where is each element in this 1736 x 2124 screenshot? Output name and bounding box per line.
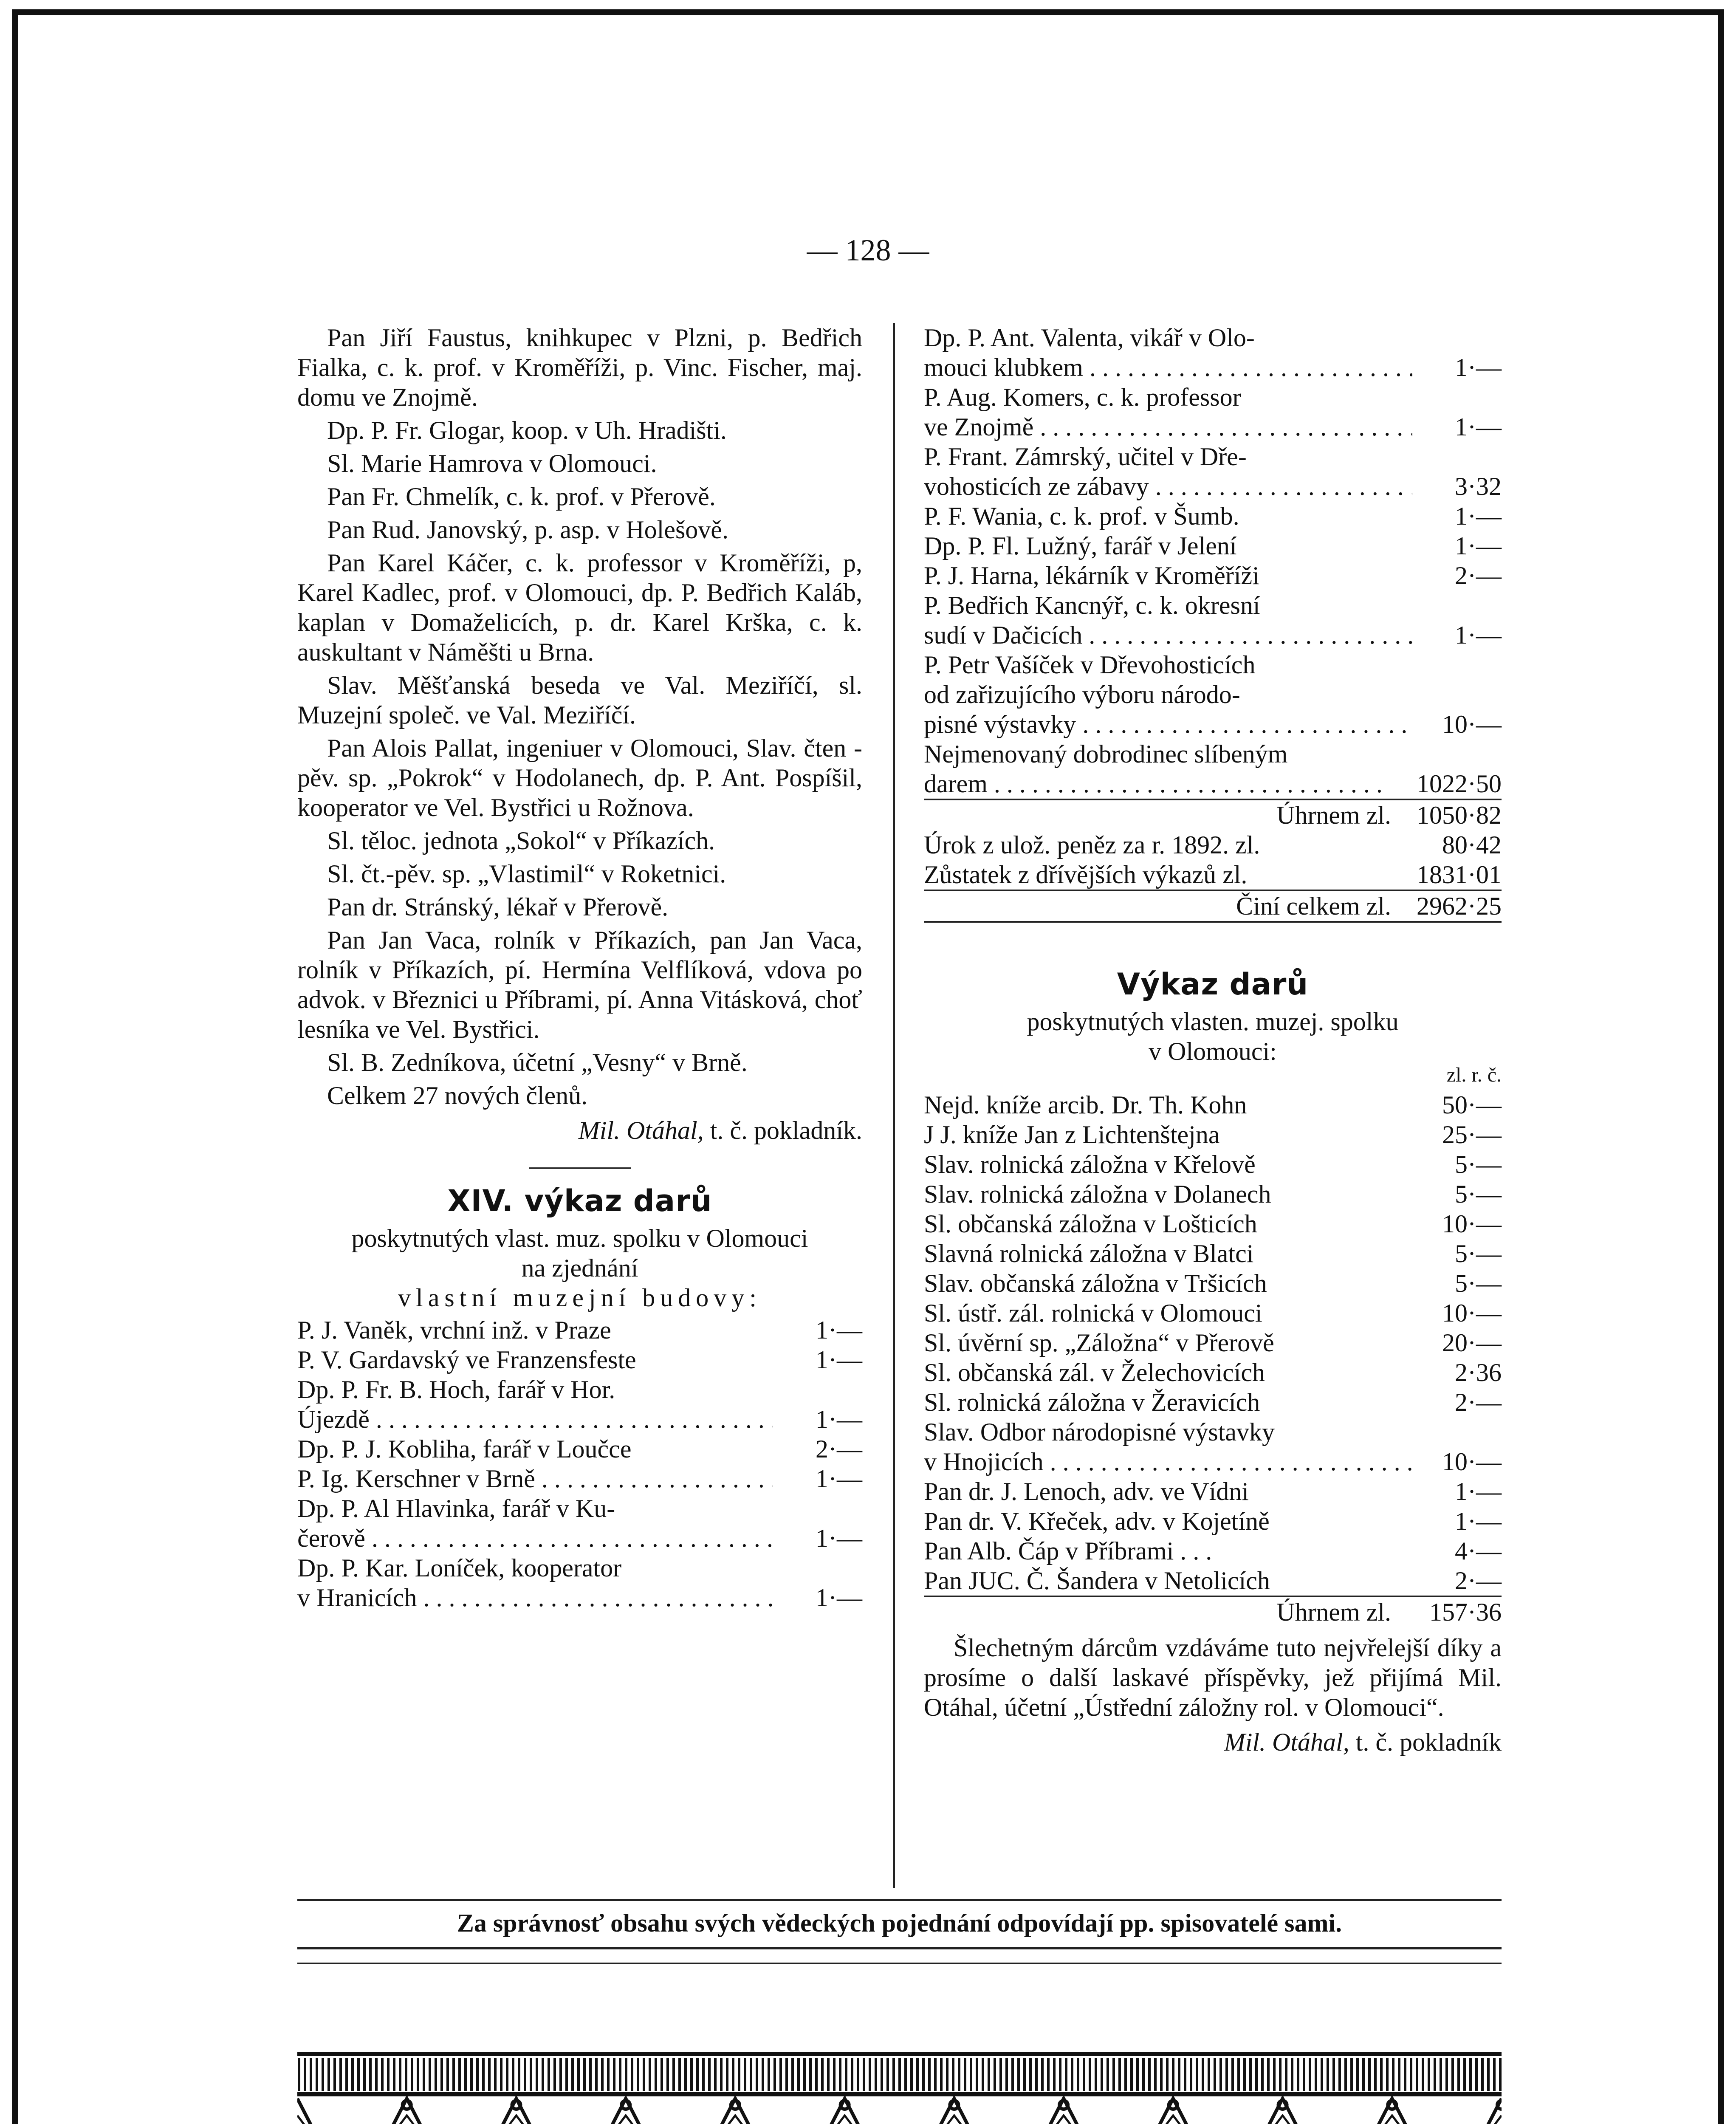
ornament-dot bbox=[1388, 2101, 1396, 2109]
donation-amount: 2·— bbox=[1455, 1567, 1502, 1595]
ornament-dot bbox=[950, 2101, 958, 2109]
donation-amount: 1·— bbox=[816, 1465, 862, 1493]
donor-name-cont: sudí v Dačicích . . . bbox=[924, 620, 1412, 650]
signature-role: t. č. pokladník. bbox=[710, 1116, 862, 1144]
donor-name: Pan dr. V. Křeček, adv. v Kojetíně bbox=[924, 1507, 1270, 1535]
signature-name: Mil. Otáhal, bbox=[578, 1116, 704, 1144]
section-subtitle: vlastní muzejní budovy: bbox=[398, 1284, 762, 1312]
donation-amount: 1·— bbox=[816, 1346, 862, 1374]
donor-name: P. Frant. Zámrský, učitel v Dře- bbox=[924, 443, 1247, 471]
donation-amount: 10·— bbox=[1442, 1299, 1502, 1327]
ornament-dot bbox=[512, 2101, 520, 2109]
member-entry: Pan Jiří Faustus, knihkupec v Plzni, p. Bedřich Fialka, c. k. prof. v Kroměříži, p. Vinc. Fischer, maj. domu ve Znojmě. bbox=[297, 324, 862, 411]
list-item bbox=[297, 1494, 862, 1553]
list-item bbox=[924, 1387, 1502, 1417]
member-entry: Pan Alois Pallat, ingeniuer v Olomouci, Slav. čten -pěv. sp. „Pokrok“ v Hodolanech, dp. P. Ant. Pospíšil, kooperator ve Vel. Bystřici u Rožnova. bbox=[297, 734, 862, 822]
donor-name-cont: čerově . . . bbox=[297, 1523, 773, 1553]
thanks-paragraph: Šlechetným dárcům vzdáváme tuto nejvřelejší díky a prosíme o další laskavé příspěvky, jež přijímá Mil. Otáhal, účetní „Ústřední záložny rol. v Olomouci“. bbox=[924, 1634, 1502, 1721]
gifts-total-label: Úhrnem zl. bbox=[1276, 1598, 1391, 1626]
list-item bbox=[924, 501, 1502, 531]
list-item bbox=[924, 1179, 1502, 1209]
donor-name-cont: darem . . . bbox=[924, 769, 1383, 799]
donor-name: P. Petr Vašíček v Dřevohosticích bbox=[924, 651, 1256, 679]
column-divider bbox=[893, 323, 895, 1888]
donation-amount: 20·— bbox=[1442, 1329, 1502, 1357]
donation-amount: 1·— bbox=[816, 1524, 862, 1552]
member-entry: Sl. čt.-pěv. sp. „Vlastimil“ v Roketnici. bbox=[327, 860, 726, 888]
member-entry: Sl. Marie Hamrova v Olomouci. bbox=[327, 449, 657, 477]
list-item bbox=[924, 442, 1502, 501]
donor-name: Sl. ústř. zál. rolnická v Olomouci bbox=[924, 1299, 1262, 1327]
list-item bbox=[297, 1375, 862, 1434]
donor-name: Dp. P. Fl. Lužný, farář v Jelení bbox=[924, 532, 1237, 560]
donor-name: Sl. úvěrní sp. „Záložna“ v Přerově bbox=[924, 1329, 1274, 1357]
donation-amount: 50·— bbox=[1442, 1091, 1502, 1119]
donation-amount: 3·32 bbox=[1455, 472, 1502, 500]
donation-amount: 1·— bbox=[1455, 532, 1502, 560]
donation-amount: 1·— bbox=[1455, 1477, 1502, 1505]
donation-list bbox=[297, 1315, 862, 1613]
donation-amount: 1·— bbox=[1455, 502, 1502, 530]
donor-name: Slav. rolnická záložna v Křelově bbox=[924, 1150, 1256, 1178]
divider bbox=[297, 1963, 1502, 1964]
signature bbox=[297, 1116, 862, 1145]
donor-name: Nejd. kníže arcib. Dr. Th. Kohn bbox=[924, 1091, 1247, 1119]
member-entry: Slav. Měšťanská beseda ve Val. Meziříčí, sl. Muzejní společ. ve Val. Meziříčí. bbox=[297, 671, 862, 729]
donor-name: Dp. P. J. Kobliha, farář v Loučce bbox=[297, 1435, 632, 1463]
interest-row bbox=[924, 830, 1502, 860]
list-item bbox=[924, 1239, 1502, 1268]
donation-amount: 10·— bbox=[1442, 1210, 1502, 1238]
list-item bbox=[924, 561, 1502, 590]
gift-list bbox=[924, 1090, 1502, 1596]
donor-name: Slavná rolnická záložna v Blatci bbox=[924, 1240, 1254, 1268]
ornament-zigzag bbox=[297, 2099, 1502, 2124]
donation-amount: 1022·50 bbox=[1417, 770, 1502, 798]
donor-name: P. J. Vaněk, vrchní inž. v Praze bbox=[297, 1316, 611, 1344]
list-item bbox=[924, 1417, 1502, 1477]
donation-amount: 1·— bbox=[1455, 353, 1502, 381]
donor-name: Slav. rolnická záložna v Dolanech bbox=[924, 1180, 1271, 1208]
ornament-dot bbox=[1279, 2101, 1287, 2109]
interest-label: Úrok z ulož. peněz za r. 1892. zl. bbox=[924, 831, 1260, 859]
donor-name-cont: mouci klubkem . . . bbox=[924, 353, 1412, 382]
list-item bbox=[924, 1536, 1502, 1566]
list-item bbox=[924, 1506, 1502, 1536]
list-item bbox=[924, 531, 1502, 561]
member-entry: Pan Rud. Janovský, p. asp. v Holešově. bbox=[327, 516, 728, 544]
donor-name: J J. kníže Jan z Lichtenštejna bbox=[924, 1121, 1220, 1149]
ornament-dot bbox=[841, 2101, 849, 2109]
subtotal-label: Úhrnem zl. bbox=[1276, 801, 1391, 829]
list-item bbox=[924, 1150, 1502, 1179]
member-entry: Pan dr. Stránský, lékař v Přerově. bbox=[327, 893, 669, 921]
donation-amount: 1·— bbox=[816, 1316, 862, 1344]
list-item bbox=[297, 1315, 862, 1345]
donor-name: Sl. občanská zál. v Želechovicích bbox=[924, 1359, 1265, 1387]
donation-amount: 10·— bbox=[1442, 1448, 1502, 1476]
donation-amount: 5·— bbox=[1455, 1180, 1502, 1208]
donor-name: Dp. P. Kar. Loníček, kooperator bbox=[297, 1554, 622, 1582]
donor-name: Nejmenovaný dobrodinec slíbeným bbox=[924, 740, 1288, 768]
section-title: Výkaz darů bbox=[1117, 967, 1309, 1002]
donation-amount: 1·— bbox=[1455, 1507, 1502, 1535]
signature-name: Mil. Otáhal, bbox=[1224, 1728, 1349, 1756]
right-column bbox=[924, 323, 1502, 1757]
donation-amount: 2·36 bbox=[1455, 1359, 1502, 1387]
subtotal-row bbox=[924, 799, 1502, 830]
ornament-hatch-band bbox=[299, 2058, 1500, 2091]
donation-list-continued bbox=[924, 323, 1502, 799]
member-entry: Pan Fr. Chmelík, c. k. prof. v Přerově. bbox=[327, 483, 716, 511]
donor-name: P. F. Wania, c. k. prof. v Šumb. bbox=[924, 502, 1239, 530]
donor-name: Pan dr. J. Lenoch, adv. ve Vídni bbox=[924, 1477, 1249, 1505]
donor-name: Pan Alb. Čáp v Příbrami . . . bbox=[924, 1537, 1212, 1565]
donor-name: P. J. Harna, lékárník v Kroměříži bbox=[924, 562, 1259, 590]
list-item bbox=[924, 1477, 1502, 1506]
list-item bbox=[924, 650, 1502, 739]
interest-amount: 80·42 bbox=[1442, 831, 1502, 859]
donation-amount: 1·— bbox=[1455, 413, 1502, 441]
donation-amount: 2·— bbox=[1455, 1388, 1502, 1416]
donor-name-cont: Újezdě . . . bbox=[297, 1404, 773, 1434]
list-item bbox=[924, 323, 1502, 382]
member-list bbox=[297, 323, 862, 1110]
section-title: XIV. výkaz darů bbox=[447, 1183, 712, 1218]
list-item bbox=[924, 739, 1502, 799]
list-item bbox=[924, 1090, 1502, 1120]
member-entry: Sl. těloc. jednota „Sokol“ v Příkazích. bbox=[327, 827, 715, 855]
donation-amount: 25·— bbox=[1442, 1121, 1502, 1149]
list-item bbox=[297, 1345, 862, 1375]
donor-name: Sl. rolnická záložna v Žeravicích bbox=[924, 1388, 1260, 1416]
page-number: — 128 — bbox=[807, 233, 929, 267]
donor-name: P. Aug. Komers, c. k. professor bbox=[924, 383, 1241, 411]
member-entry: Sl. B. Zedníkova, účetní „Vesny“ v Brně. bbox=[327, 1048, 748, 1076]
donation-amount: 10·— bbox=[1442, 710, 1502, 738]
member-total: Celkem 27 nových členů. bbox=[327, 1082, 588, 1110]
donor-name: P. Ig. Kerschner v Brně . . . bbox=[297, 1464, 773, 1494]
list-item bbox=[297, 1553, 862, 1613]
list-item bbox=[924, 1209, 1502, 1239]
decorative-border-ornament bbox=[297, 2052, 1502, 2124]
ornament-dot bbox=[403, 2101, 411, 2109]
donation-amount: 1·— bbox=[816, 1584, 862, 1612]
donor-name-cont: ve Znojmě . . . bbox=[924, 412, 1412, 442]
grand-total-amount: 2962·25 bbox=[1417, 892, 1502, 920]
ornament-dot bbox=[1059, 2101, 1068, 2109]
donor-name-cont: od zařizujícího výboru národo- bbox=[924, 681, 1240, 709]
divider bbox=[529, 1167, 631, 1169]
list-item bbox=[924, 1298, 1502, 1328]
donation-amount: 5·— bbox=[1455, 1150, 1502, 1178]
donor-name: Dp. P. Ant. Valenta, vikář v Olo- bbox=[924, 324, 1255, 352]
member-entry: Pan Jan Vaca, rolník v Příkazích, pan Jan Vaca, rolník v Příkazích, pí. Hermína Velflíková, vdova po advok. v Březnici u Příbrami, pí. Anna Vitásková, choť lesníka ve Vel. Bystřici. bbox=[297, 926, 862, 1043]
subtotal-amount: 1050·82 bbox=[1417, 801, 1502, 829]
section-subtitle: na zjednání bbox=[521, 1254, 638, 1282]
section-subtitle: poskytnutých vlast. muz. spolku v Olomouci bbox=[351, 1224, 808, 1252]
left-column bbox=[297, 323, 862, 1613]
donation-amount: 2·— bbox=[816, 1435, 862, 1463]
balance-row bbox=[924, 860, 1502, 890]
list-item bbox=[924, 1268, 1502, 1298]
gifts-total-row bbox=[924, 1596, 1502, 1627]
donor-name: Slav. Odbor národopisné výstavky bbox=[924, 1418, 1275, 1446]
donor-name-cont: v Hranicích . . . bbox=[297, 1583, 773, 1613]
currency-header: zl. r. č. bbox=[1446, 1064, 1502, 1086]
list-item bbox=[924, 382, 1502, 442]
list-item bbox=[924, 1120, 1502, 1150]
list-item bbox=[924, 1358, 1502, 1387]
ornament-dot bbox=[621, 2101, 630, 2109]
donor-name: Dp. P. Fr. B. Hoch, farář v Hor. bbox=[297, 1376, 615, 1404]
donor-name: Slav. občanská záložna v Tršicích bbox=[924, 1269, 1267, 1297]
donor-name: P. Bedřich Kancnýř, c. k. okresní bbox=[924, 591, 1260, 619]
disclaimer-notice: Za správnosť obsahu svých vědeckých pojednání odpovídají pp. spisovatelé sami. bbox=[297, 1899, 1502, 1949]
section-subtitle: poskytnutých vlasten. muzej. spolku bbox=[1027, 1008, 1399, 1036]
signature-role: t. č. pokladník bbox=[1355, 1728, 1502, 1756]
list-item bbox=[924, 1328, 1502, 1358]
donor-name-cont: vohosticích ze zábavy . . . bbox=[924, 472, 1412, 501]
balance-label: Zůstatek z dřívějších výkazů zl. bbox=[924, 861, 1248, 889]
donor-name: Dp. P. Al Hlavinka, farář v Ku- bbox=[297, 1494, 615, 1522]
member-entry: Pan Karel Káčer, c. k. professor v Kroměříži, p, Karel Kadlec, prof. v Olomouci, dp. P. Bedřich Kaláb, kaplan v Domaželicích, p. dr. Karel Krška, c. k. auskultant v Náměšti u Brna. bbox=[297, 549, 862, 666]
section-subtitle: v Olomouci: bbox=[1149, 1037, 1277, 1065]
grand-total-label: Činí celkem zl. bbox=[1236, 892, 1391, 920]
list-item bbox=[924, 1566, 1502, 1596]
donor-name-cont: pisné výstavky . . . bbox=[924, 709, 1412, 739]
member-entry: Dp. P. Fr. Glogar, koop. v Uh. Hradišti. bbox=[327, 416, 727, 444]
donation-amount: 1·— bbox=[816, 1405, 862, 1433]
donor-name: Pan JUC. Č. Šandera v Netolicích bbox=[924, 1567, 1270, 1595]
balance-amount: 1831·01 bbox=[1417, 861, 1502, 889]
donation-amount: 5·— bbox=[1455, 1240, 1502, 1268]
list-item bbox=[297, 1434, 862, 1464]
donation-amount: 5·— bbox=[1455, 1269, 1502, 1297]
signature bbox=[924, 1727, 1502, 1757]
list-item bbox=[924, 590, 1502, 650]
list-item bbox=[297, 1464, 862, 1494]
donation-amount: 1·— bbox=[1455, 621, 1502, 649]
donor-name-cont: v Hnojicích . . . bbox=[924, 1447, 1412, 1477]
ornament-dot bbox=[1169, 2101, 1177, 2109]
ornament-dot bbox=[731, 2101, 740, 2109]
gifts-total-amount: 157·36 bbox=[1429, 1598, 1502, 1626]
grand-total-row bbox=[924, 890, 1502, 923]
donor-name: P. V. Gardavský ve Franzensfeste bbox=[297, 1346, 636, 1374]
donation-amount: 2·— bbox=[1455, 562, 1502, 590]
donor-name: Sl. občanská záložna v Lošticích bbox=[924, 1210, 1257, 1238]
donation-amount: 4·— bbox=[1455, 1537, 1502, 1565]
